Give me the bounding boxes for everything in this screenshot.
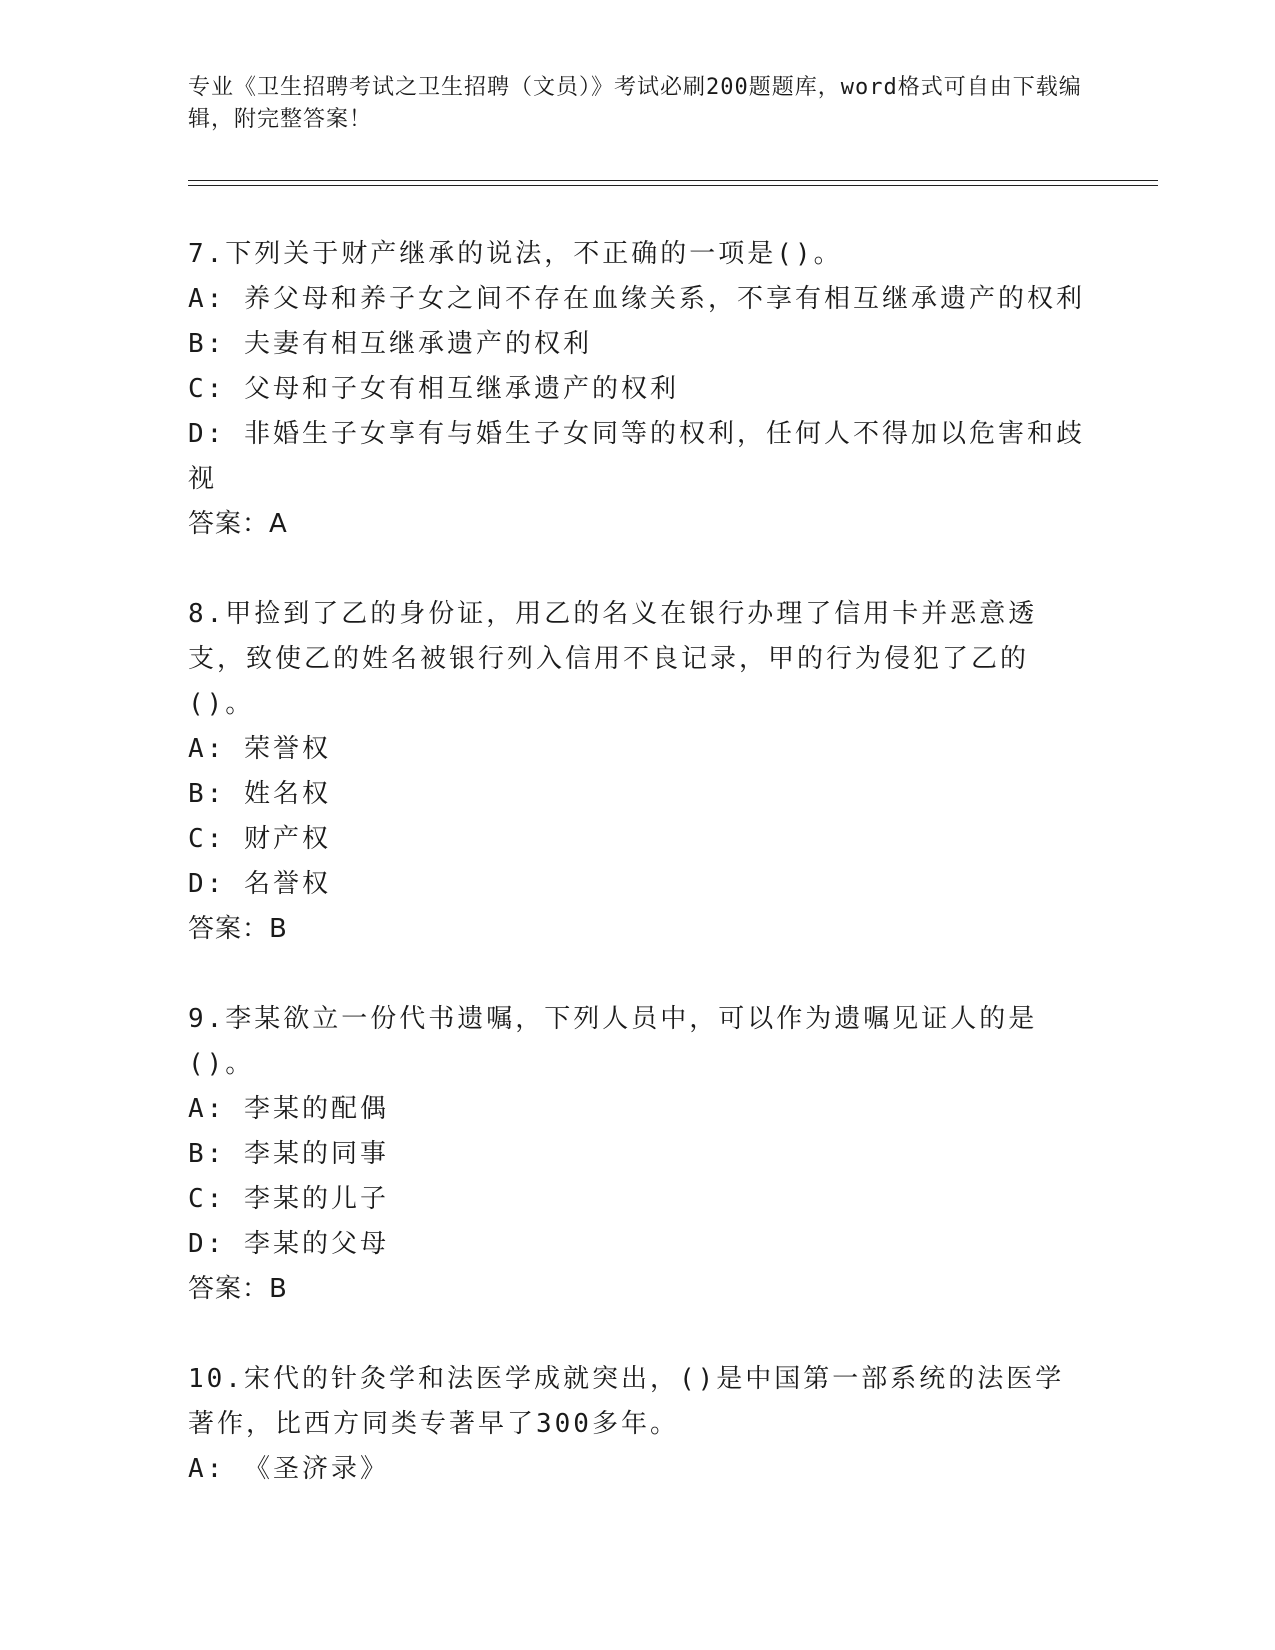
- option-d: D: 名誉权: [188, 869, 331, 899]
- option-a: A: 李某的配偶: [188, 1094, 389, 1124]
- option-a: A: 荣誉权: [188, 734, 331, 764]
- question-9: [188, 997, 1088, 1312]
- answer: 答案：A: [188, 509, 288, 539]
- question-7: [188, 232, 1088, 547]
- option-c: C: 李某的儿子: [188, 1184, 389, 1214]
- header-text: 专业《卫生招聘考试之卫生招聘（文员）》考试必刷200题题库，word格式可自由下载编辑，附完整答案！: [188, 75, 1082, 132]
- option-b: B: 夫妻有相互继承遗产的权利: [188, 329, 592, 359]
- question-text: 9.李某欲立一份代书遗嘱，下列人员中，可以作为遗嘱见证人的是()。: [188, 1004, 1038, 1079]
- question-8: [188, 592, 1088, 952]
- option-c: C: 财产权: [188, 824, 331, 854]
- question-text: 10.宋代的针灸学和法医学成就突出，()是中国第一部系统的法医学著作，比西方同类专著早了300多年。: [188, 1364, 1065, 1439]
- question-text: 7.下列关于财产继承的说法，不正确的一项是()。: [188, 239, 843, 269]
- question-spacer: [188, 547, 1088, 592]
- option-b: B: 李某的同事: [188, 1139, 389, 1169]
- question-spacer: [188, 1312, 1088, 1357]
- answer: 答案：B: [188, 914, 288, 944]
- header-divider-top: [188, 180, 1158, 181]
- option-a: A: 《圣济录》: [188, 1454, 389, 1484]
- answer: 答案：B: [188, 1274, 288, 1304]
- question-list: [188, 232, 1088, 1492]
- option-d: D: 非婚生子女享有与婚生子女同等的权利，任何人不得加以危害和歧视: [188, 419, 1085, 494]
- question-10: [188, 1357, 1088, 1492]
- question-text: 8.甲捡到了乙的身份证，用乙的名义在银行办理了信用卡并恶意透支，致使乙的姓名被银行列入信用不良记录，甲的行为侵犯了乙的()。: [188, 599, 1038, 719]
- question-spacer: [188, 952, 1088, 997]
- document-header: [188, 72, 1088, 136]
- header-divider-bottom: [188, 185, 1158, 186]
- option-b: B: 姓名权: [188, 779, 331, 809]
- option-c: C: 父母和子女有相互继承遗产的权利: [188, 374, 679, 404]
- option-a: A: 养父母和养子女之间不存在血缘关系，不享有相互继承遗产的权利: [188, 284, 1085, 314]
- option-d: D: 李某的父母: [188, 1229, 389, 1259]
